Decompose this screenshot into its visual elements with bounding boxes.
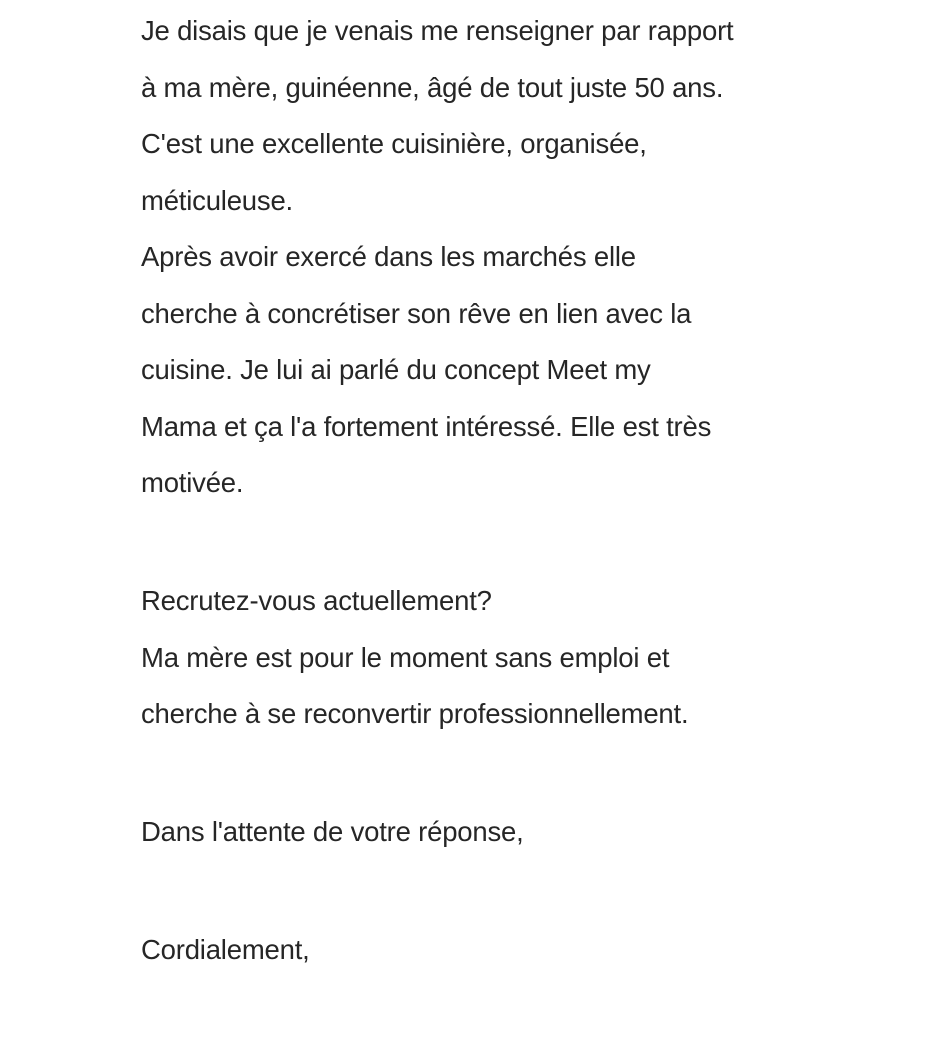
body-line-1: Je disais que je venais me renseigner par rapport [141, 15, 734, 46]
email-message-body [141, 0, 841, 981]
paragraph-spacer [141, 514, 841, 576]
signoff-line: Cordialement, [141, 934, 310, 965]
body-line-6: cherche à concrétiser son rêve en lien avec la [141, 297, 692, 329]
body-line-2: à ma mère, guinéenne, âgé de tout juste 50 ans. [141, 71, 724, 103]
situation-line-1: Ma mère est pour le moment sans emploi et [141, 641, 670, 673]
body-line-7: cuisine. Je lui ai parlé du concept Meet my [141, 354, 651, 385]
body-line-8: Mama et ça l'a fortement intéressé. Elle est très [141, 410, 712, 442]
paragraph-spacer [141, 863, 841, 925]
body-line-5: Après avoir exercé dans les marchés elle [141, 241, 636, 272]
body-line-3: C'est une excellente cuisinière, organisée, [141, 128, 647, 159]
paragraph-spacer [141, 745, 841, 807]
situation-line-2: cherche à se reconvertir professionnellement. [141, 698, 689, 729]
body-line-9: motivée. [141, 467, 244, 498]
question-line: Recrutez-vous actuellement? [141, 585, 492, 616]
closing-line: Dans l'attente de votre réponse, [141, 816, 524, 847]
body-line-4: méticuleuse. [141, 184, 293, 216]
